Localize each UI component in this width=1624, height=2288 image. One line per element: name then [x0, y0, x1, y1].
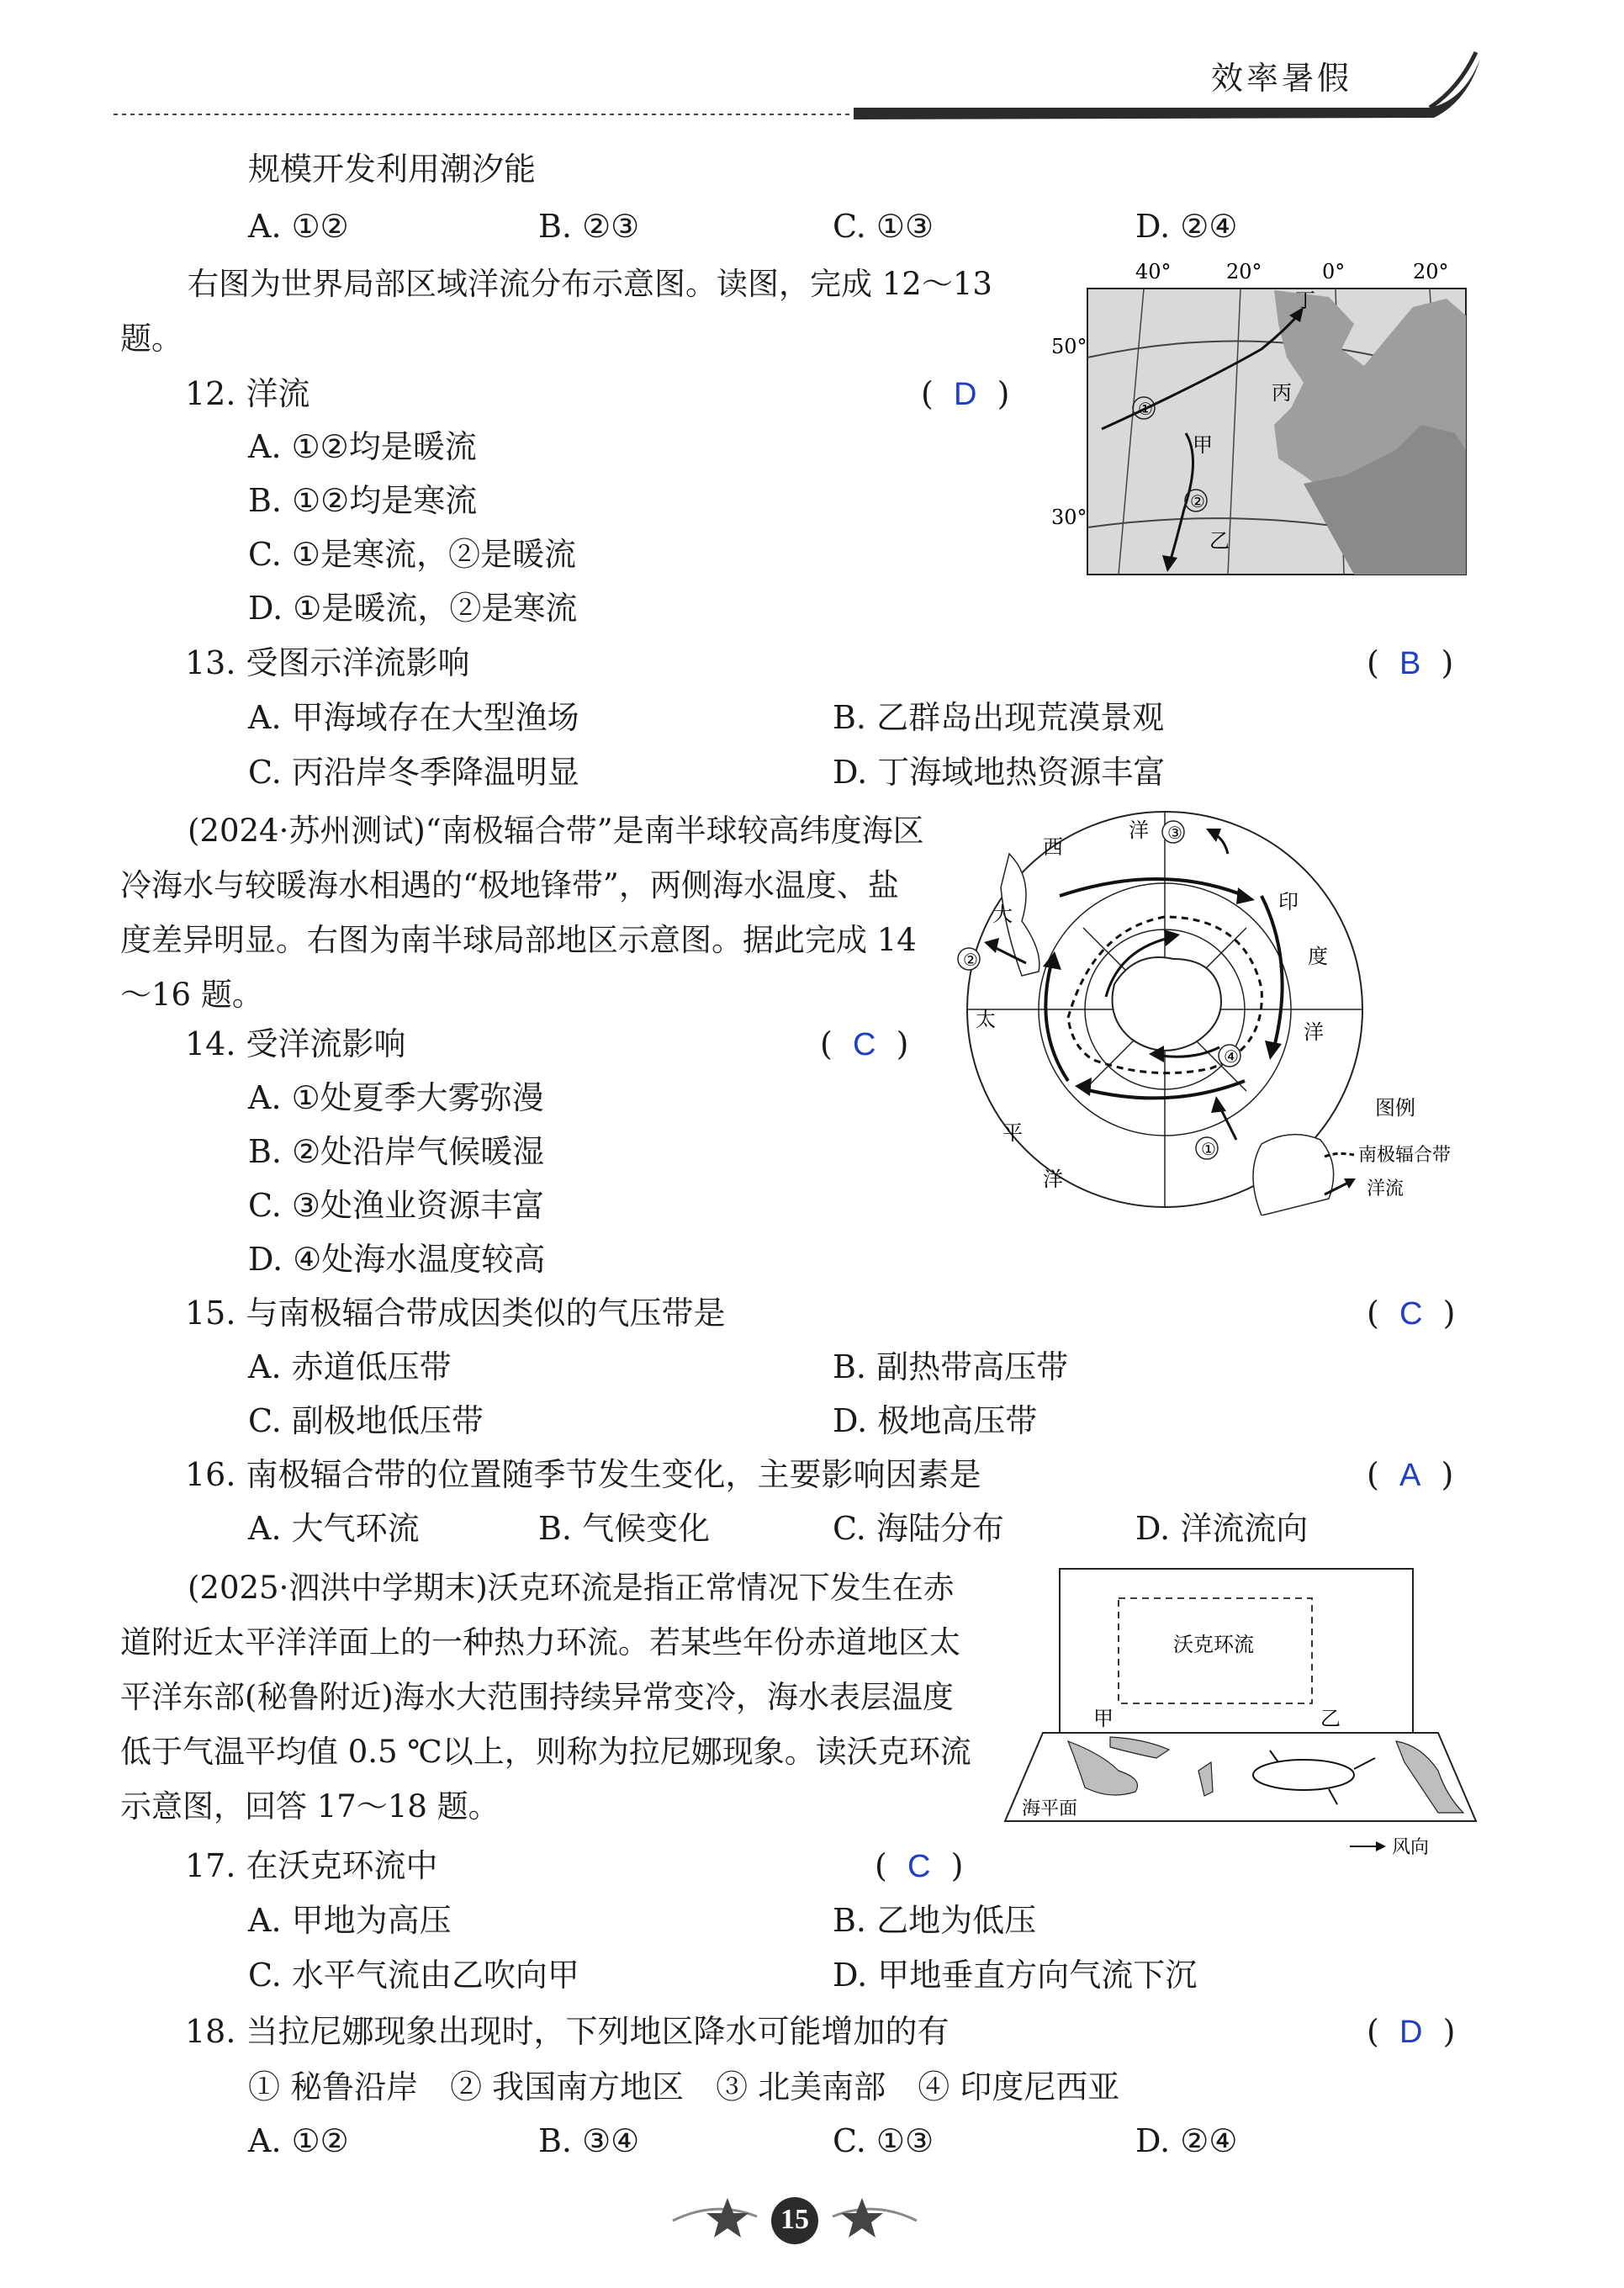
footer: [656, 2183, 934, 2259]
map2-label-yang-1: 洋: [1129, 818, 1149, 842]
map2-label-yin: 印: [1278, 890, 1299, 914]
q13-option-c: C. 丙沿岸冬季降温明显: [248, 754, 579, 791]
q14-answer: C: [852, 1027, 876, 1062]
prev-option-b: B. ②③: [538, 208, 640, 245]
q17-text: 在沃克环流中: [246, 1847, 438, 1884]
q16-option-a: A. 大气环流: [248, 1510, 420, 1547]
map1-lon-40: 40°: [1135, 260, 1172, 283]
map1-lon-0: 0°: [1322, 260, 1346, 283]
intro-17-18: (2025·泗洪中学期末)沃克环流是指正常情况下发生在赤道附近太平洋洋面上的一种热力环流。若某些年份赤道地区太平洋东部(秘鲁附近)海水大范围持续异常变冷，海水表层温度低于气温平均值 0.5 ℃以上，则称为拉尼娜现象。读沃克环流示意图，回答 17～18 题。: [120, 1570, 971, 1825]
map1-label-jia: 甲: [1193, 433, 1213, 457]
q15-text: 与南极辐合带成因类似的气压带是: [246, 1295, 726, 1332]
q12-text: 洋流: [246, 375, 310, 412]
map1-label-ding: 丁: [1295, 289, 1315, 312]
intro-12-13: 右图为世界局部区域洋流分布示意图。读图，完成 12～13 题。: [120, 266, 992, 357]
map1-mark-2: ②: [1190, 491, 1205, 511]
q13-option-a: A. 甲海域存在大型渔场: [248, 699, 579, 736]
q17-answer-box: ( C ): [875, 1847, 964, 1884]
q12-stem: [185, 374, 310, 413]
q16-stem: [185, 1455, 981, 1494]
q17-answer: C: [907, 1849, 931, 1884]
q13-number: 13.: [185, 644, 236, 681]
q14-option-c: C. ③处渔业资源丰富: [248, 1187, 544, 1224]
q14-text: 受洋流影响: [246, 1025, 406, 1062]
q16-text: 南极辐合带的位置随季节发生变化，主要影响因素是: [246, 1456, 981, 1493]
q14-answer-box: ( C ): [820, 1025, 909, 1062]
q15-number: 15.: [185, 1295, 236, 1332]
map2-label-tai: 太: [976, 1008, 996, 1031]
q18-stem: [185, 2012, 950, 2051]
q18-text: 当拉尼娜现象出现时，下列地区降水可能增加的有: [246, 2013, 950, 2050]
walker-sea-label: 海平面: [1022, 1798, 1078, 1819]
q18-option-d: D. ②④: [1135, 2122, 1238, 2159]
q18-option-a: A. ①②: [248, 2122, 349, 2159]
q13-text: 受图示洋流影响: [246, 644, 470, 681]
q18-option-c: C. ①③: [833, 2122, 934, 2159]
header-decoration: [0, 0, 1624, 126]
q16-option-c: C. 海陆分布: [833, 1510, 1004, 1547]
prev-option-c: C. ①③: [833, 208, 934, 245]
walker-label-yi: 乙: [1320, 1707, 1341, 1730]
q13-stem: [185, 644, 470, 682]
q15-option-c: C. 副极地低压带: [248, 1402, 484, 1439]
q16-option-d: D. 洋流流向: [1135, 1510, 1309, 1547]
map2-legend-dash: [1325, 1153, 1354, 1157]
q15-option-b: B. 副热带高压带: [833, 1348, 1069, 1385]
q17-number: 17.: [185, 1847, 236, 1884]
map1-lon-20e: 20°: [1413, 260, 1449, 283]
prev-option-d: D. ②④: [1135, 208, 1238, 245]
map1-lat-30: 30°: [1051, 506, 1087, 529]
map2-mark-2: ②: [963, 950, 978, 970]
q14-stem: [185, 1025, 406, 1063]
walker-circulation-diagram: [1001, 1560, 1480, 1859]
map2-label-yang-3: 洋: [1043, 1168, 1063, 1191]
map2-label-du: 度: [1308, 945, 1328, 968]
q12-option-b: B. ①②均是寒流: [248, 482, 478, 519]
map1-lon-20w: 20°: [1226, 260, 1262, 283]
q12-option-a: A. ①②均是暖流: [248, 428, 477, 465]
q15-answer-box: ( C ): [1367, 1295, 1456, 1332]
q12-answer-box: ( D ): [921, 375, 1010, 412]
q15-stem: [185, 1294, 726, 1332]
q15-answer: C: [1399, 1296, 1423, 1332]
map2-mark-3: ③: [1167, 823, 1182, 843]
q12-number: 12.: [185, 375, 236, 412]
q18-option-b: B. ③④: [538, 2122, 640, 2159]
q14-number: 14.: [185, 1025, 236, 1062]
q18-number: 18.: [185, 2013, 236, 2050]
page-number: 15: [780, 2204, 809, 2235]
map2-label-yang-2: 洋: [1304, 1020, 1324, 1044]
q13-answer-box: ( B ): [1367, 644, 1454, 681]
q15-option-d: D. 极地高压带: [833, 1402, 1038, 1439]
q12-answer: D: [953, 377, 977, 412]
map2-label-da: 大: [992, 903, 1013, 926]
map2-label-ping: 平: [1002, 1121, 1023, 1145]
q16-answer-box: ( A ): [1367, 1456, 1454, 1493]
q18-items: ① 秘鲁沿岸 ② 我国南方地区 ③ 北美南部 ④ 印度尼西亚: [248, 2068, 1120, 2105]
map2-legend-title: 图例: [1375, 1096, 1415, 1120]
q17-option-a: A. 甲地为高压: [248, 1902, 452, 1939]
q16-answer: A: [1399, 1458, 1421, 1493]
q18-answer-box: ( D ): [1367, 2013, 1456, 2050]
walker-wind-label: 风向: [1392, 1837, 1430, 1858]
q13-answer: B: [1399, 646, 1421, 681]
q17-stem: [185, 1846, 438, 1885]
q17-option-d: D. 甲地垂直方向气流下沉: [833, 1957, 1198, 1994]
q14-option-b: B. ②处沿岸气候暖湿: [248, 1133, 545, 1170]
map1-mark-1: ①: [1138, 399, 1153, 419]
q16-number: 16.: [185, 1456, 236, 1493]
prev-option-a: A. ①②: [248, 208, 349, 245]
q13-option-d: D. 丁海域地热资源丰富: [833, 754, 1166, 791]
q18-answer: D: [1399, 2015, 1423, 2050]
q12-option-d: D. ①是暖流，②是寒流: [248, 590, 578, 627]
q15-option-a: A. 赤道低压带: [248, 1348, 452, 1385]
walker-box-label: 沃克环流: [1173, 1633, 1254, 1656]
header: [0, 0, 1624, 126]
header-title: 效率暑假: [1211, 60, 1353, 97]
southern-hemisphere-map: [942, 803, 1480, 1216]
map2-label-xi: 西: [1043, 835, 1063, 859]
map2-legend-current: 洋流: [1367, 1178, 1404, 1200]
q16-option-b: B. 气候变化: [538, 1510, 711, 1547]
ocean-current-map-atlantic: [1051, 257, 1480, 580]
map1-label-bing: 丙: [1272, 381, 1292, 405]
q13-option-b: B. 乙群岛出现荒漠景观: [833, 699, 1165, 736]
q17-option-b: B. 乙地为低压: [833, 1902, 1037, 1939]
intro-14-16: (2024·苏州测试)“南极辐合带”是南半球较高纬度海区冷海水与较暖海水相遇的“极地锋带”，两侧海水温度、盐度差异明显。右图为南半球局部地区示意图。据此完成 14～16 题。: [120, 813, 924, 1013]
map1-lat-50: 50°: [1051, 335, 1087, 358]
q14-option-a: A. ①处夏季大雾弥漫: [248, 1079, 544, 1116]
q17-option-c: C. 水平气流由乙吹向甲: [248, 1957, 579, 1994]
walker-label-jia: 甲: [1093, 1707, 1114, 1730]
prev-tail-text: 规模开发利用潮汐能: [248, 151, 537, 188]
q14-option-d: D. ④处海水温度较高: [248, 1241, 546, 1278]
q12-option-c: C. ①是寒流，②是暖流: [248, 536, 576, 573]
map1-label-yi: 乙: [1209, 529, 1230, 553]
map2-australia: [1253, 1135, 1334, 1216]
map2-legend-zone: 南极辐合带: [1358, 1145, 1452, 1166]
map2-mark-1: ①: [1201, 1139, 1216, 1159]
map2-mark-4: ④: [1224, 1046, 1239, 1067]
map2-antarctica: [1113, 957, 1222, 1051]
